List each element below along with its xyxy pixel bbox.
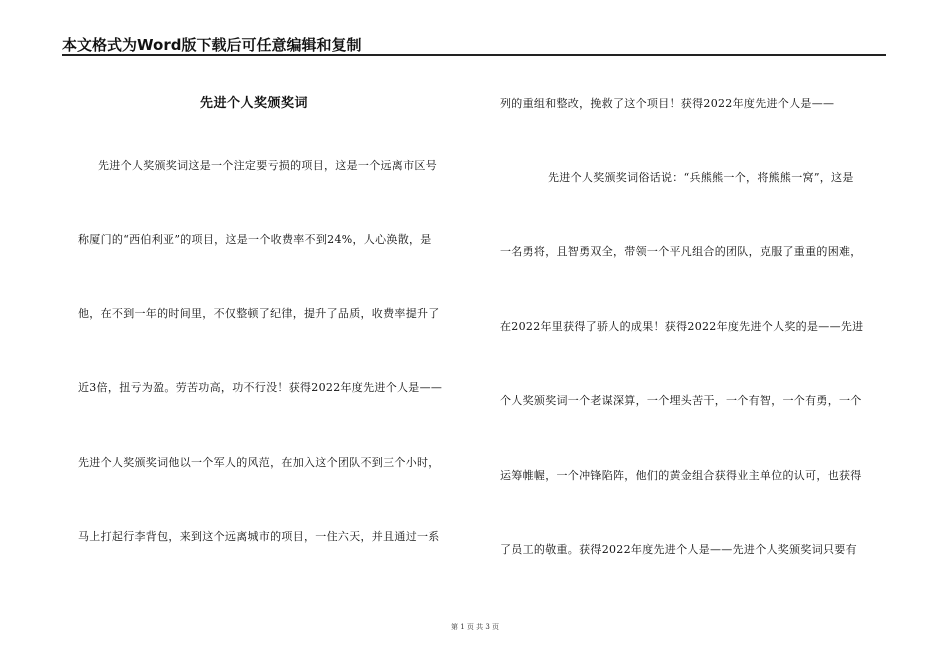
right-line-6: 运筹帷幄，一个冲锋陷阵，他们的黄金组合获得业主单位的认可，也获得 <box>500 469 862 482</box>
left-line-5: 先进个人奖颁奖词他以一个军人的风范，在加入这个团队不到三个小时， <box>78 456 440 469</box>
left-line-2: 称厦门的“西伯利亚”的项目，这是一个收费率不到24%，人心涣散，是 <box>78 233 432 246</box>
left-line-4: 近3倍，扭亏为盈。劳苦功高，功不行没！获得2022年度先进个人是—— <box>78 381 443 394</box>
document-header: 本文格式为Word版下载后可任意编辑和复制 <box>62 36 362 54</box>
right-line-7: 了员工的敬重。获得2022年度先进个人是——先进个人奖颁奖词只要有 <box>500 543 857 556</box>
left-line-3: 他，在不到一年的时间里，不仅整顿了纪律，提升了品质，收费率提升了 <box>78 307 440 320</box>
document-title: 先进个人奖颁奖词 <box>200 96 309 111</box>
left-line-1: 先进个人奖颁奖词这是一个注定要亏损的项目，这是一个远离市区号 <box>98 159 437 172</box>
page-number: 第 1 页 共 3 页 <box>450 623 500 631</box>
header-divider <box>62 54 886 56</box>
right-line-1: 列的重组和整改，挽救了这个项目！获得2022年度先进个人是—— <box>500 97 835 110</box>
right-line-2: 先进个人奖颁奖词俗话说：“兵熊熊一个，将熊熊一窝”，这是 <box>548 171 854 184</box>
right-line-5: 个人奖颁奖词一个老谋深算，一个埋头苦干，一个有智，一个有勇，一个 <box>500 394 862 407</box>
right-line-4: 在2022年里获得了骄人的成果！获得2022年度先进个人奖的是——先进 <box>500 320 864 333</box>
right-line-3: 一名勇将，且智勇双全，带领一个平凡组合的团队，克服了重重的困难， <box>500 245 862 258</box>
left-line-6: 马上打起行李背包，来到这个远离城市的项目，一住六天，并且通过一系 <box>78 530 440 543</box>
